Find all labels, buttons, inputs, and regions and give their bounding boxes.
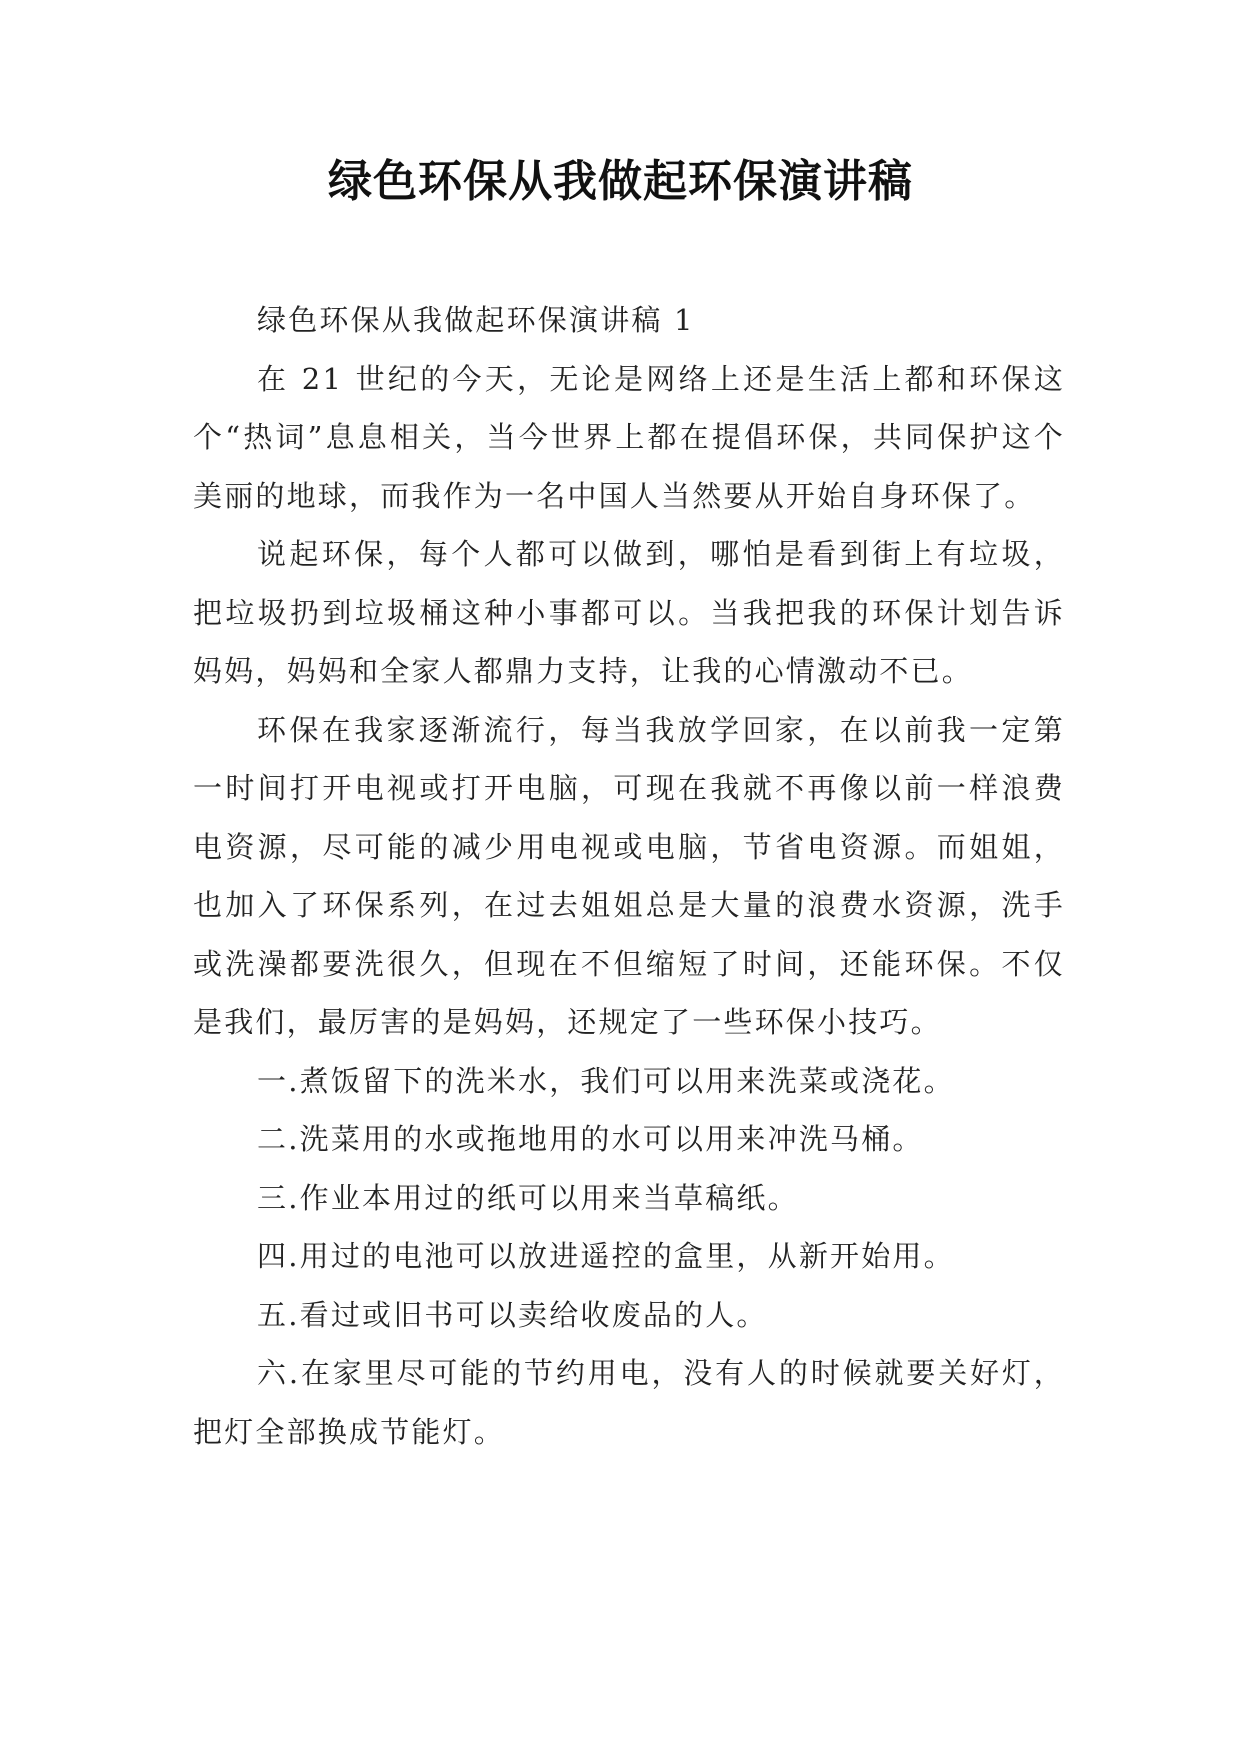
body-paragraph: 绿色环保从我做起环保演讲稿 1 (257, 303, 695, 337)
document-title: 绿色环保从我做起环保演讲稿 (328, 156, 913, 207)
body-paragraph: 环保在我家逐渐流行，每当我放学回家，在以前我一定第一时间打开电视或打开电脑，可现在我就不再像以前一样浪费电资源，尽可能的减少用电视或电脑，节省电资源。而姐姐，也加入了环保系列，在过去姐姐总是大量的浪费水资源，洗手或洗澡都要洗很久，但现在不但缩短了时间，还能环保。不仅是我们，最厉害的是妈妈，还规定了一些环保小技巧。 (193, 712, 1065, 1039)
body-paragraph: 说起环保，每个人都可以做到，哪怕是看到街上有垃圾，把垃圾扔到垃圾桶这种小事都可以。当我把我的环保计划告诉妈妈，妈妈和全家人都鼎力支持，让我的心情激动不已。 (193, 537, 1065, 688)
body-paragraph: 在 21 世纪的今天，无论是网络上还是生活上都和环保这个“热词”息息相关，当今世界上都在提倡环保，共同保护这个美丽的地球，而我作为一名中国人当然要从开始自身环保了。 (193, 361, 1065, 513)
document-body (193, 291, 1065, 1461)
list-item: 三.作业本用过的纸可以用来当草稿纸。 (257, 1180, 799, 1215)
list-item: 六.在家里尽可能的节约用电，没有人的时候就要关好灯，把灯全部换成节能灯。 (193, 1356, 1065, 1449)
list-item: 一.煮饭留下的洗米水，我们可以用来洗菜或浇花。 (257, 1063, 955, 1098)
list-item: 四.用过的电池可以放进遥控的盒里，从新开始用。 (257, 1239, 955, 1273)
list-item: 五.看过或旧书可以卖给收废品的人。 (257, 1297, 768, 1332)
list-item: 二.洗菜用的水或拖地用的水可以用来冲洗马桶。 (257, 1122, 924, 1156)
